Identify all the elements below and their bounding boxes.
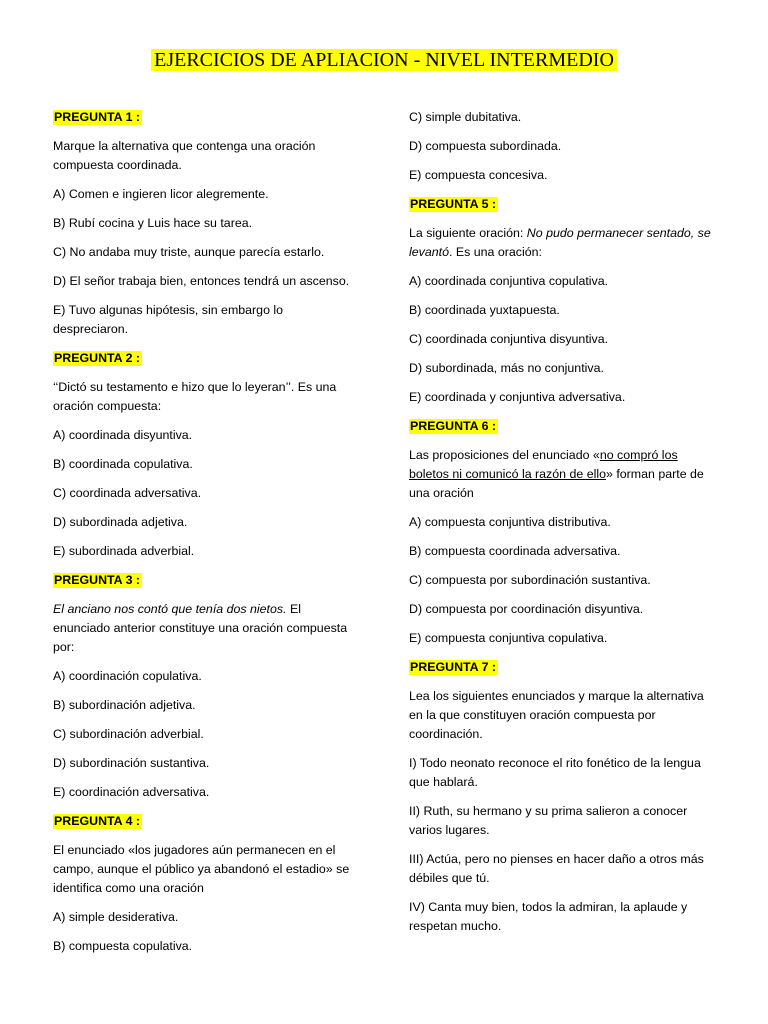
question-5-stem-post: . Es una oración:	[448, 245, 542, 259]
question-5-option-a: A) coordinada conjuntiva copulativa.	[409, 274, 609, 288]
question-3-stem-quote: El anciano nos contó que tenía dos nietos.	[53, 602, 287, 616]
question-2-option-a: A) coordinada disyuntiva.	[53, 428, 193, 442]
question-5-option-c: C) coordinada conjuntiva disyuntiva.	[409, 332, 609, 346]
question-5-option-e: E) coordinada y conjuntiva adversativa.	[409, 390, 626, 404]
question-6-stem	[409, 446, 719, 503]
question-6-option-b: B) compuesta coordinada adversativa.	[409, 544, 621, 558]
question-6-label: PREGUNTA 6 :	[410, 419, 497, 433]
question-2-option-b: B) coordinada copulativa.	[53, 457, 193, 471]
question-1-option-a: A) Comen e ingieren licor alegremente.	[53, 187, 269, 201]
question-5-stem	[409, 224, 719, 262]
question-6-stem-post: » forman parte de una oración	[409, 467, 704, 500]
left-column	[53, 108, 353, 966]
question-4-option-e: E) compuesta concesiva.	[409, 168, 548, 182]
question-3-option-b: B) subordinación adjetiva.	[53, 698, 196, 712]
question-3-stem	[53, 600, 353, 657]
question-7-statement-3: III) Actúa, pero no pienses en hacer daño a otros más débiles que tú.	[409, 852, 704, 885]
question-2-label: PREGUNTA 2 :	[54, 351, 141, 365]
question-3-option-e: E) coordinación adversativa.	[53, 785, 210, 799]
question-6-option-a: A) compuesta conjuntiva distributiva.	[409, 515, 611, 529]
question-4-option-a: A) simple desiderativa.	[53, 910, 179, 924]
question-7-stem: Lea los siguientes enunciados y marque la alternativa en la que constituyen oración compuesta por coordinación.	[409, 689, 704, 741]
question-1-stem: Marque la alternativa que contenga una oración compuesta coordinada.	[53, 139, 316, 172]
question-6-option-e: E) compuesta conjuntiva copulativa.	[409, 631, 608, 645]
question-5-option-d: D) subordinada, más no conjuntiva.	[409, 361, 604, 375]
right-column	[409, 108, 719, 946]
question-6-option-d: D) compuesta por coordinación disyuntiva.	[409, 602, 644, 616]
question-1-option-b: B) Rubí cocina y Luis hace su tarea.	[53, 216, 253, 230]
question-4-stem: El enunciado «los jugadores aún permanecen en el campo, aunque el público ya abandonó el estadio» se identifica como una oración	[53, 843, 350, 895]
question-7-statement-2: II) Ruth, su hermano y su prima salieron a conocer varios lugares.	[409, 804, 688, 837]
question-6-option-c: C) compuesta por subordinación sustantiva.	[409, 573, 651, 587]
question-2-option-c: C) coordinada adversativa.	[53, 486, 202, 500]
question-4-option-c: C) simple dubitativa.	[409, 110, 522, 124]
document-title	[0, 46, 768, 74]
question-3-option-d: D) subordinación sustantiva.	[53, 756, 210, 770]
question-3-option-c: C) subordinación adverbial.	[53, 727, 204, 741]
question-2-stem: ‘‘Dictó su testamento e hizo que lo leyeran’’. Es una oración compuesta:	[53, 380, 337, 413]
question-3-option-a: A) coordinación copulativa.	[53, 669, 202, 683]
question-1-option-e: E) Tuvo algunas hipótesis, sin embargo lo despreciaron.	[53, 303, 284, 336]
question-4-option-d: D) compuesta subordinada.	[409, 139, 562, 153]
question-2-option-d: D) subordinada adjetiva.	[53, 515, 188, 529]
question-2-option-e: E) subordinada adverbial.	[53, 544, 195, 558]
question-4-option-b: B) compuesta copulativa.	[53, 939, 193, 953]
question-1-option-d: D) El señor trabaja bien, entonces tendrá un ascenso.	[53, 274, 350, 288]
question-3-label: PREGUNTA 3 :	[54, 573, 141, 587]
question-1-label: PREGUNTA 1 :	[54, 110, 141, 124]
question-5-label: PREGUNTA 5 :	[410, 197, 497, 211]
question-5-stem-quote: No pudo permanecer sentado, se levantó	[409, 226, 711, 259]
question-6-stem-pre: Las proposiciones del enunciado «	[409, 448, 600, 462]
question-1-option-c: C) No andaba muy triste, aunque parecía estarlo.	[53, 245, 325, 259]
document-title-text: EJERCICIOS DE APLIACION - NIVEL INTERMEDIO	[151, 49, 617, 71]
question-4-label: PREGUNTA 4 :	[54, 814, 141, 828]
question-7-statement-4: IV) Canta muy bien, todos la admiran, la aplaude y respetan mucho.	[409, 900, 688, 933]
question-7-statement-1: I) Todo neonato reconoce el rito fonético de la lengua que hablará.	[409, 756, 701, 789]
question-5-option-b: B) coordinada yuxtapuesta.	[409, 303, 560, 317]
question-5-stem-pre: La siguiente oración:	[409, 226, 527, 240]
question-3-stem-rest: El enunciado anterior constituye una oración compuesta por:	[53, 602, 348, 654]
question-6-stem-quote: no compró los boletos ni comunicó la razón de ello	[409, 448, 678, 481]
question-7-label: PREGUNTA 7 :	[410, 660, 497, 674]
